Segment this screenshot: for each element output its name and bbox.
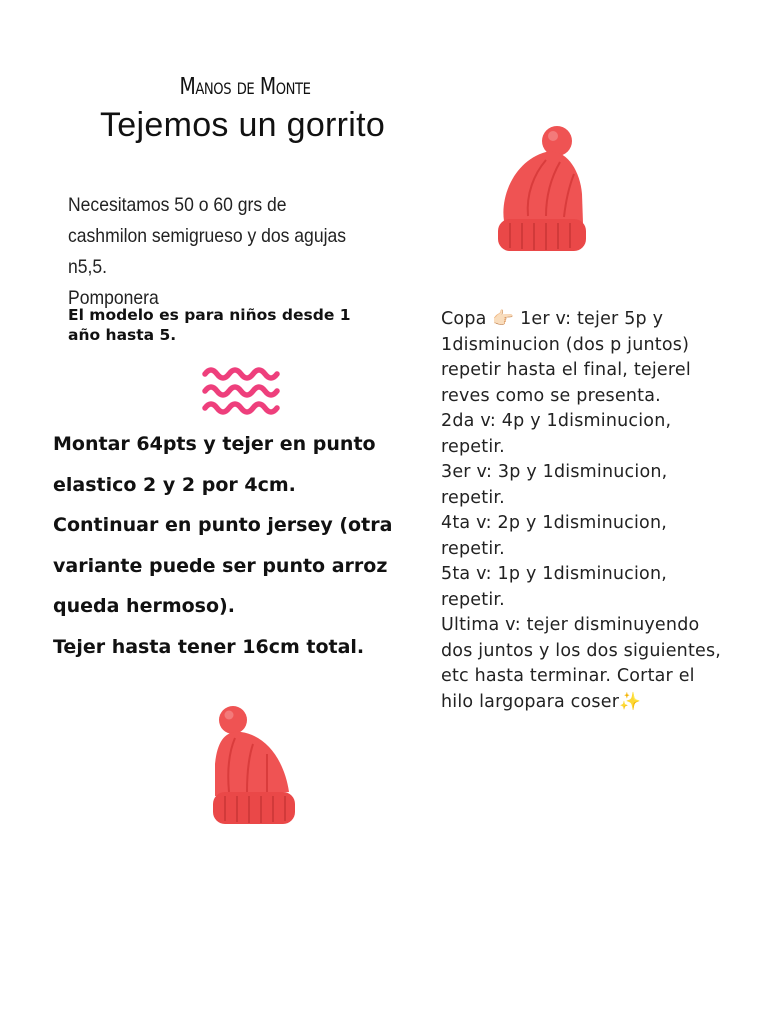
- pattern-line: repetir.: [441, 538, 505, 559]
- knit-beanie-icon: [211, 704, 297, 832]
- step-line: Montar 64pts y tejer en punto: [53, 433, 376, 455]
- materials-text: [68, 190, 374, 314]
- steps-text: [53, 424, 433, 667]
- step-line: queda hermoso).: [53, 595, 235, 617]
- materials-line: n5,5.: [68, 256, 108, 278]
- pattern-line: hilo largopara coser✨: [441, 691, 642, 712]
- pattern-line: reves como se presenta.: [441, 385, 661, 406]
- step-line: elastico 2 y 2 por 4cm.: [53, 473, 296, 496]
- pattern-line: Copa 👉🏻 1er v: tejer 5p y: [441, 309, 664, 329]
- brand-name: Manos de Monte: [179, 74, 311, 100]
- page-title: Tejemos un gorrito: [100, 106, 386, 144]
- pattern-line: 1disminucion (dos p juntos): [441, 334, 690, 355]
- pattern-line: 2da v: 4p y 1disminucion,: [441, 411, 672, 431]
- age-note-line: año hasta 5.: [68, 326, 177, 344]
- materials-line: Pomponera: [68, 287, 159, 309]
- step-line: variante puede ser punto arroz: [53, 554, 388, 577]
- pattern-text: [441, 307, 761, 715]
- pattern-line: repetir.: [441, 589, 505, 610]
- materials-line: Necesitamos 50 o 60 grs de: [68, 194, 287, 216]
- knit-beanie-icon: [494, 124, 588, 258]
- age-note-line: El modelo es para niños desde 1: [68, 306, 351, 324]
- step-line: Tejer hasta tener 16cm total.: [53, 635, 365, 658]
- materials-line: cashmilon semigrueso y dos agujas: [68, 225, 347, 247]
- pattern-line: 4ta v: 2p y 1disminucion,: [441, 513, 668, 533]
- pattern-line: 3er v: 3p y 1disminucion,: [441, 462, 668, 482]
- waves-icon: [202, 364, 282, 422]
- pattern-line: Ultima v: tejer disminuyendo: [441, 615, 700, 635]
- step-line: Continuar en punto jersey (otra: [53, 514, 393, 536]
- pattern-line: repetir.: [441, 436, 505, 457]
- pattern-line: repetir.: [441, 487, 505, 508]
- pattern-line: 5ta v: 1p y 1disminucion,: [441, 564, 668, 584]
- age-note: [68, 305, 408, 345]
- pattern-line: repetir hasta el final, tejerel: [441, 360, 691, 380]
- pattern-line: etc hasta terminar. Cortar el: [441, 666, 695, 686]
- pattern-line: dos juntos y los dos siguientes,: [441, 640, 722, 661]
